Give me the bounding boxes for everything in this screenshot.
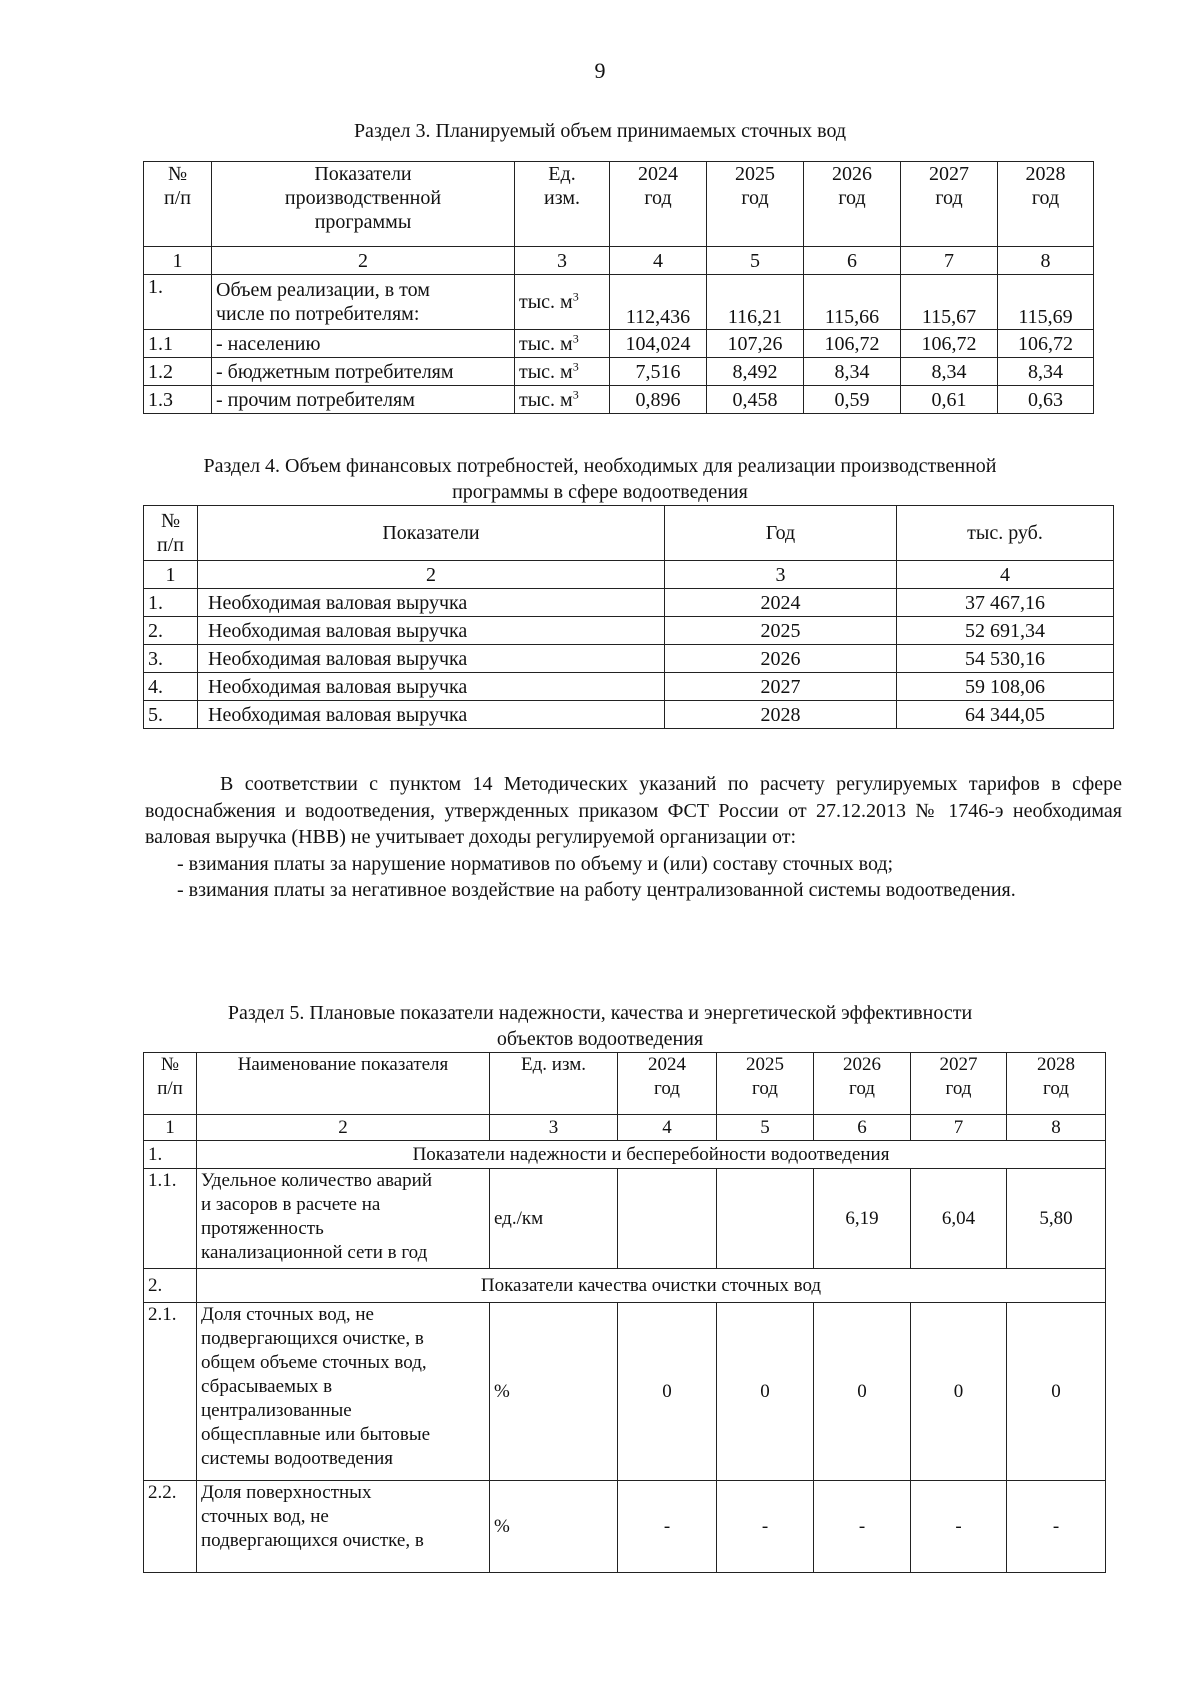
row-name: Необходимая валовая выручка bbox=[198, 617, 665, 645]
section3-title: Раздел 3. Планируемый объем принимаемых сточных вод bbox=[353, 120, 847, 142]
table-row bbox=[144, 1303, 1106, 1481]
group-num: 2. bbox=[144, 1269, 197, 1303]
value-2024: 104,024 bbox=[610, 330, 707, 358]
header-year-2026: 2026 bbox=[843, 1054, 881, 1075]
value-2028: 0,63 bbox=[998, 386, 1094, 414]
section3-table bbox=[143, 161, 1094, 414]
row-amount: 59 108,06 bbox=[897, 673, 1114, 701]
row-num: 2.1. bbox=[144, 1303, 197, 1481]
row-name-line: системы водоотведения bbox=[201, 1448, 394, 1469]
row-year: 2024 bbox=[665, 589, 897, 617]
value-2026: 6,19 bbox=[814, 1169, 911, 1269]
value-2027: 106,72 bbox=[901, 330, 998, 358]
paragraph-main: В соответствии с пунктом 14 Методических указаний по расчету регулируемых тарифов в сфере водоснабжения и водоотведения, утвержденных приказом ФСТ России от 27.12.2013 № 1746-э необходимая валовая выручка (НВВ) не учитывает доходы регулируемой организации от: bbox=[145, 773, 1122, 848]
value-2026: 8,34 bbox=[804, 358, 901, 386]
year-suffix: год bbox=[935, 187, 963, 209]
row-year: 2027 bbox=[665, 673, 897, 701]
unit-sup: 3 bbox=[572, 289, 579, 304]
row-num: 1. bbox=[144, 275, 212, 330]
col-number: 3 bbox=[490, 1115, 618, 1141]
section5-title-line2: объектов водоотведения bbox=[496, 1028, 704, 1050]
value-2024: - bbox=[618, 1481, 717, 1573]
header-unit: Ед. bbox=[548, 163, 576, 185]
header-year-2028: 2028 bbox=[1037, 1054, 1075, 1075]
row-name: - прочим потребителям bbox=[212, 386, 515, 414]
col-number: 3 bbox=[665, 561, 897, 589]
value-2027: 0 bbox=[911, 1303, 1007, 1481]
value-2027: 8,34 bbox=[901, 358, 998, 386]
value-2025: 0,458 bbox=[707, 386, 804, 414]
column-number-row bbox=[144, 247, 1094, 275]
row-name bbox=[197, 1169, 490, 1269]
row-year: 2028 bbox=[665, 701, 897, 729]
year-suffix: год bbox=[849, 1078, 875, 1099]
value-2028: 115,69 bbox=[998, 275, 1094, 330]
unit-text: тыс. м bbox=[519, 360, 573, 383]
table-header-row bbox=[144, 506, 1114, 561]
value-2025 bbox=[717, 1169, 814, 1269]
row-name-line: канализационной сети в год bbox=[201, 1242, 428, 1263]
group-title: Показатели качества очистки сточных вод bbox=[197, 1269, 1106, 1303]
value-2024: 112,436 bbox=[610, 275, 707, 330]
table-row bbox=[144, 589, 1114, 617]
row-name-line: подвергающихся очистке, в bbox=[201, 1328, 424, 1349]
header-num: № bbox=[160, 1054, 180, 1075]
year-suffix: год bbox=[752, 1078, 778, 1099]
col-number: 8 bbox=[1007, 1115, 1106, 1141]
value-2027: - bbox=[911, 1481, 1007, 1573]
row-amount: 54 530,16 bbox=[897, 645, 1114, 673]
row-name: - бюджетным потребителям bbox=[212, 358, 515, 386]
value-2027: 6,04 bbox=[911, 1169, 1007, 1269]
header-year-2024: 2024 bbox=[648, 1054, 686, 1075]
table-row bbox=[144, 330, 1094, 358]
table-row bbox=[144, 1481, 1106, 1573]
row-name-line: протяженность bbox=[201, 1218, 324, 1239]
row-name-line: и засоров в расчете на bbox=[201, 1194, 381, 1215]
year-suffix: год bbox=[644, 187, 672, 209]
row-name: - населению bbox=[212, 330, 515, 358]
row-name: Необходимая валовая выручка bbox=[198, 701, 665, 729]
header-year-2027: 2027 bbox=[939, 1054, 978, 1075]
value-2025: 107,26 bbox=[707, 330, 804, 358]
value-2026: 0 bbox=[814, 1303, 911, 1481]
value-2028: 0 bbox=[1007, 1303, 1106, 1481]
paragraph-bullet-2: - взимания платы за негативное воздействие на работу централизованной системы водоотведения. bbox=[177, 879, 1016, 901]
header-indicator-l3: программы bbox=[314, 211, 412, 233]
row-name-line: подвергающихся очистке, в bbox=[201, 1530, 424, 1551]
value-2027: 0,61 bbox=[901, 386, 998, 414]
row-amount: 64 344,05 bbox=[897, 701, 1114, 729]
header-indicator: Наименование показателя bbox=[197, 1053, 490, 1115]
value-2025: - bbox=[717, 1481, 814, 1573]
col-number: 7 bbox=[901, 247, 998, 275]
unit-sup: 3 bbox=[572, 358, 579, 373]
value-2024 bbox=[618, 1169, 717, 1269]
row-amount: 52 691,34 bbox=[897, 617, 1114, 645]
group-title: Показатели надежности и бесперебойности водоотведения bbox=[197, 1141, 1106, 1169]
header-num-sub: п/п bbox=[157, 534, 184, 556]
header-amount: тыс. руб. bbox=[897, 506, 1114, 561]
row-num: 2. bbox=[144, 617, 198, 645]
row-name: Необходимая валовая выручка bbox=[198, 645, 665, 673]
value-2026: 115,66 bbox=[804, 275, 901, 330]
row-unit: % bbox=[490, 1303, 618, 1481]
row-num: 1.3 bbox=[144, 386, 212, 414]
header-year-2025: 2025 bbox=[746, 1054, 784, 1075]
header-indicator-l2: производственной bbox=[284, 187, 442, 209]
table-header-row bbox=[144, 162, 1094, 247]
year-suffix: год bbox=[741, 187, 769, 209]
table-row bbox=[144, 275, 1094, 330]
table-row bbox=[144, 701, 1114, 729]
unit-text: тыс. м bbox=[519, 388, 573, 411]
col-number: 5 bbox=[717, 1115, 814, 1141]
year-suffix: год bbox=[838, 187, 866, 209]
group-num: 1. bbox=[144, 1141, 197, 1169]
group-header-row bbox=[144, 1269, 1106, 1303]
col-number: 1 bbox=[144, 1115, 197, 1141]
row-name: Необходимая валовая выручка bbox=[198, 589, 665, 617]
row-num: 2.2. bbox=[144, 1481, 197, 1573]
column-number-row bbox=[144, 561, 1114, 589]
row-name-line: сбрасываемых в bbox=[201, 1376, 333, 1397]
value-2028: - bbox=[1007, 1481, 1106, 1573]
row-name bbox=[197, 1303, 490, 1481]
unit-text: тыс. м bbox=[519, 332, 573, 355]
header-num: № bbox=[160, 510, 181, 532]
table-row bbox=[144, 617, 1114, 645]
row-num: 1.1. bbox=[144, 1169, 197, 1269]
value-2028: 106,72 bbox=[998, 330, 1094, 358]
header-unit-l2: изм. bbox=[544, 187, 580, 209]
section4-title-line1: Раздел 4. Объем финансовых потребностей, необходимых для реализации производственной bbox=[203, 455, 997, 477]
row-unit bbox=[515, 275, 610, 330]
row-name-line: Доля поверхностных bbox=[201, 1482, 372, 1503]
year-suffix: год bbox=[1031, 187, 1060, 209]
value-2026: 0,59 bbox=[804, 386, 901, 414]
row-name: Объем реализации, в том bbox=[216, 279, 430, 301]
value-2028: 5,80 bbox=[1007, 1169, 1106, 1269]
row-name-line: общем объеме сточных вод, bbox=[201, 1352, 427, 1373]
header-num-sub: п/п bbox=[157, 1078, 183, 1099]
header-num: № bbox=[167, 163, 188, 185]
row-amount: 37 467,16 bbox=[897, 589, 1114, 617]
row-unit bbox=[515, 330, 610, 358]
value-2026: 106,72 bbox=[804, 330, 901, 358]
table-row bbox=[144, 673, 1114, 701]
row-name: Необходимая валовая выручка bbox=[198, 673, 665, 701]
col-number: 8 bbox=[998, 247, 1094, 275]
value-2028: 8,34 bbox=[998, 358, 1094, 386]
value-2024: 0,896 bbox=[610, 386, 707, 414]
row-name-line: Удельное количество аварий bbox=[201, 1170, 432, 1191]
section5-title-line1: Раздел 5. Плановые показатели надежности, качества и энергетической эффективности bbox=[227, 1002, 973, 1024]
row-name-line: сточных вод, не bbox=[201, 1506, 329, 1527]
value-2026: - bbox=[814, 1481, 911, 1573]
row-num: 5. bbox=[144, 701, 198, 729]
table-row bbox=[144, 645, 1114, 673]
row-year: 2025 bbox=[665, 617, 897, 645]
header-indicator: Показатели bbox=[198, 506, 665, 561]
unit-sup: 3 bbox=[572, 330, 579, 345]
col-number: 3 bbox=[515, 247, 610, 275]
col-number: 7 bbox=[911, 1115, 1007, 1141]
page-number: 9 bbox=[594, 58, 606, 83]
value-2025: 116,21 bbox=[707, 275, 804, 330]
row-num: 1.2 bbox=[144, 358, 212, 386]
col-number: 4 bbox=[618, 1115, 717, 1141]
col-number: 4 bbox=[897, 561, 1114, 589]
row-num: 3. bbox=[144, 645, 198, 673]
row-name bbox=[197, 1481, 490, 1573]
row-year: 2026 bbox=[665, 645, 897, 673]
header-year-2028: 2028 bbox=[1025, 163, 1066, 185]
value-2025: 8,492 bbox=[707, 358, 804, 386]
row-num: 1.1 bbox=[144, 330, 212, 358]
value-2024: 0 bbox=[618, 1303, 717, 1481]
row-name-line: Доля сточных вод, не bbox=[201, 1304, 374, 1325]
column-number-row bbox=[144, 1115, 1106, 1141]
table-row bbox=[144, 358, 1094, 386]
unit-text: тыс. м bbox=[519, 291, 573, 313]
col-number: 4 bbox=[610, 247, 707, 275]
paragraph-bullet-1: - взимания платы за нарушение нормативов по объему и (или) составу сточных вод; bbox=[177, 852, 894, 875]
col-number: 2 bbox=[198, 561, 665, 589]
row-unit: % bbox=[490, 1481, 618, 1573]
header-year-2025: 2025 bbox=[735, 163, 775, 185]
row-name-line: общесплавные или бытовые bbox=[201, 1424, 431, 1445]
col-number: 2 bbox=[197, 1115, 490, 1141]
row-num: 1. bbox=[144, 589, 198, 617]
header-year-2026: 2026 bbox=[832, 163, 872, 185]
section5-table bbox=[143, 1052, 1106, 1573]
col-number: 5 bbox=[707, 247, 804, 275]
row-name-line: централизованные bbox=[201, 1400, 352, 1421]
section4-title-line2: программы в сфере водоотведения bbox=[452, 481, 748, 503]
header-num-sub: п/п bbox=[164, 187, 191, 209]
table-row bbox=[144, 1169, 1106, 1269]
row-unit bbox=[515, 358, 610, 386]
row-unit: ед./км bbox=[490, 1169, 618, 1269]
section4-table bbox=[143, 505, 1114, 729]
header-year-2024: 2024 bbox=[638, 163, 678, 185]
explanatory-paragraph bbox=[145, 771, 1122, 904]
col-number: 6 bbox=[804, 247, 901, 275]
header-indicator: Показатели bbox=[314, 163, 412, 185]
year-suffix: год bbox=[1043, 1078, 1069, 1099]
section5-title bbox=[0, 1000, 1200, 1052]
row-unit bbox=[515, 386, 610, 414]
row-num: 4. bbox=[144, 673, 198, 701]
year-suffix: год bbox=[654, 1078, 680, 1099]
header-year-2027: 2027 bbox=[929, 163, 969, 185]
row-name-l2: числе по потребителям: bbox=[216, 303, 420, 325]
col-number: 6 bbox=[814, 1115, 911, 1141]
header-unit: Ед. изм. bbox=[490, 1053, 618, 1115]
col-number: 1 bbox=[144, 561, 198, 589]
table-header-row bbox=[144, 1053, 1106, 1115]
section4-title bbox=[0, 453, 1200, 505]
col-number: 2 bbox=[212, 247, 515, 275]
year-suffix: год bbox=[945, 1078, 972, 1099]
col-number: 1 bbox=[144, 247, 212, 275]
value-2025: 0 bbox=[717, 1303, 814, 1481]
value-2027: 115,67 bbox=[901, 275, 998, 330]
group-header-row bbox=[144, 1141, 1106, 1169]
value-2024: 7,516 bbox=[610, 358, 707, 386]
header-year: Год bbox=[665, 506, 897, 561]
table-row bbox=[144, 386, 1094, 414]
unit-sup: 3 bbox=[572, 386, 579, 401]
